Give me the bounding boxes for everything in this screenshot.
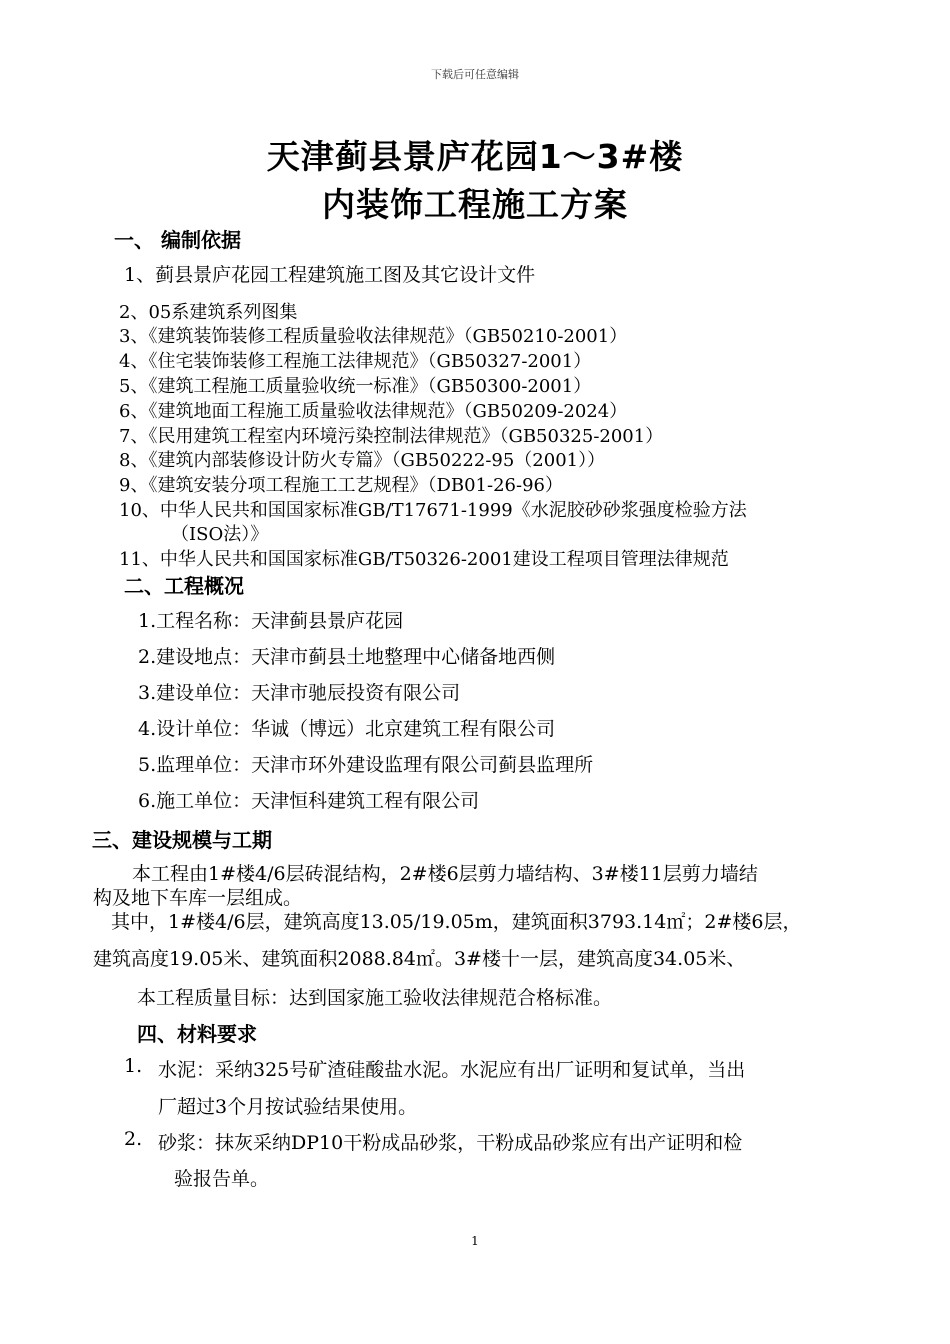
material-item-line: 厂超过3个月按试验结果使用。 xyxy=(158,1096,418,1118)
quality-target: 本工程质量目标：达到国家施工验收法律规范合格标准。 xyxy=(137,987,613,1009)
reference-item: 7、《民用建筑工程室内环境污染控制法律规范》（GB50325-2001） xyxy=(119,426,664,447)
section1-heading: 一、 编制依据 xyxy=(114,228,241,252)
project-fact: 5.监理单位：天津市环外建设监理有限公司蓟县监理所 xyxy=(138,754,594,776)
paragraph-line: 构及地下车库一层组成。 xyxy=(93,887,303,909)
project-fact: 4.设计单位：华诚（博远）北京建筑工程有限公司 xyxy=(138,718,556,740)
reference-item: 2、05系建筑系列图集 xyxy=(119,302,298,323)
section3-heading: 三、建设规模与工期 xyxy=(92,828,272,852)
material-item-number: 1. xyxy=(124,1055,143,1077)
material-item-line: 水泥：采纳325号矿渣硅酸盐水泥。水泥应有出厂证明和复试单，当出 xyxy=(158,1059,746,1081)
reference-item-continued: （ISO法）》 xyxy=(171,524,269,545)
reference-item: 8、《建筑内部装修设计防火专篇》（GB50222-95（2001）） xyxy=(119,450,606,471)
material-item-line: 验报告单。 xyxy=(174,1168,270,1190)
material-item-line: 砂浆：抹灰采纳DP10干粉成品砂浆，干粉成品砂浆应有出产证明和检 xyxy=(158,1132,743,1154)
reference-item: 10、中华人民共和国国家标准GB/T17671-1999《水泥胶砂砂浆强度检验方法 xyxy=(119,500,747,521)
section4-heading: 四、材料要求 xyxy=(137,1022,257,1046)
header-note: 下载后可任意编辑 xyxy=(431,68,519,81)
reference-item: 9、《建筑安装分项工程施工工艺规程》（DB01-26-96） xyxy=(119,475,563,496)
reference-item: 4、《住宅装饰装修工程施工法律规范》（GB50327-2001） xyxy=(119,351,592,372)
document-title-line2: 内装饰工程施工方案 xyxy=(322,185,628,224)
reference-item: 11、中华人民共和国国家标准GB/T50326-2001建设工程项目管理法律规范 xyxy=(119,549,729,570)
page-number: 1 xyxy=(471,1234,479,1248)
reference-item: 1、蓟县景庐花园工程建筑施工图及其它设计文件 xyxy=(124,264,536,286)
reference-item: 6、《建筑地面工程施工质量验收法律规范》（GB50209-2024） xyxy=(119,401,628,422)
project-fact: 1.工程名称：天津蓟县景庐花园 xyxy=(138,610,404,632)
document-title-line1: 天津蓟县景庐花园1～3#楼 xyxy=(266,137,684,176)
project-fact: 3.建设单位：天津市驰辰投资有限公司 xyxy=(138,682,461,704)
reference-item: 3、《建筑装饰装修工程质量验收法律规范》（GB50210-2001） xyxy=(119,326,628,347)
project-fact: 6.施工单位：天津恒科建筑工程有限公司 xyxy=(138,790,480,812)
paragraph-line: 建筑高度19.05米、建筑面积2088.84㎡。3#楼十一层，建筑高度34.05米、 xyxy=(93,948,746,970)
material-item-number: 2. xyxy=(124,1128,143,1150)
project-fact: 2.建设地点：天津市蓟县土地整理中心储备地西侧 xyxy=(138,646,556,668)
paragraph-line: 其中，1#楼4/6层，建筑高度13.05/19.05m，建筑面积3793.14㎡；2#楼6层， xyxy=(111,911,802,933)
paragraph-line: 本工程由1#楼4/6层砖混结构，2#楼6层剪力墙结构、3#楼11层剪力墙结 xyxy=(132,863,758,885)
reference-item: 5、《建筑工程施工质量验收统一标准》（GB50300-2001） xyxy=(119,376,592,397)
section2-heading: 二、工程概况 xyxy=(124,574,244,598)
